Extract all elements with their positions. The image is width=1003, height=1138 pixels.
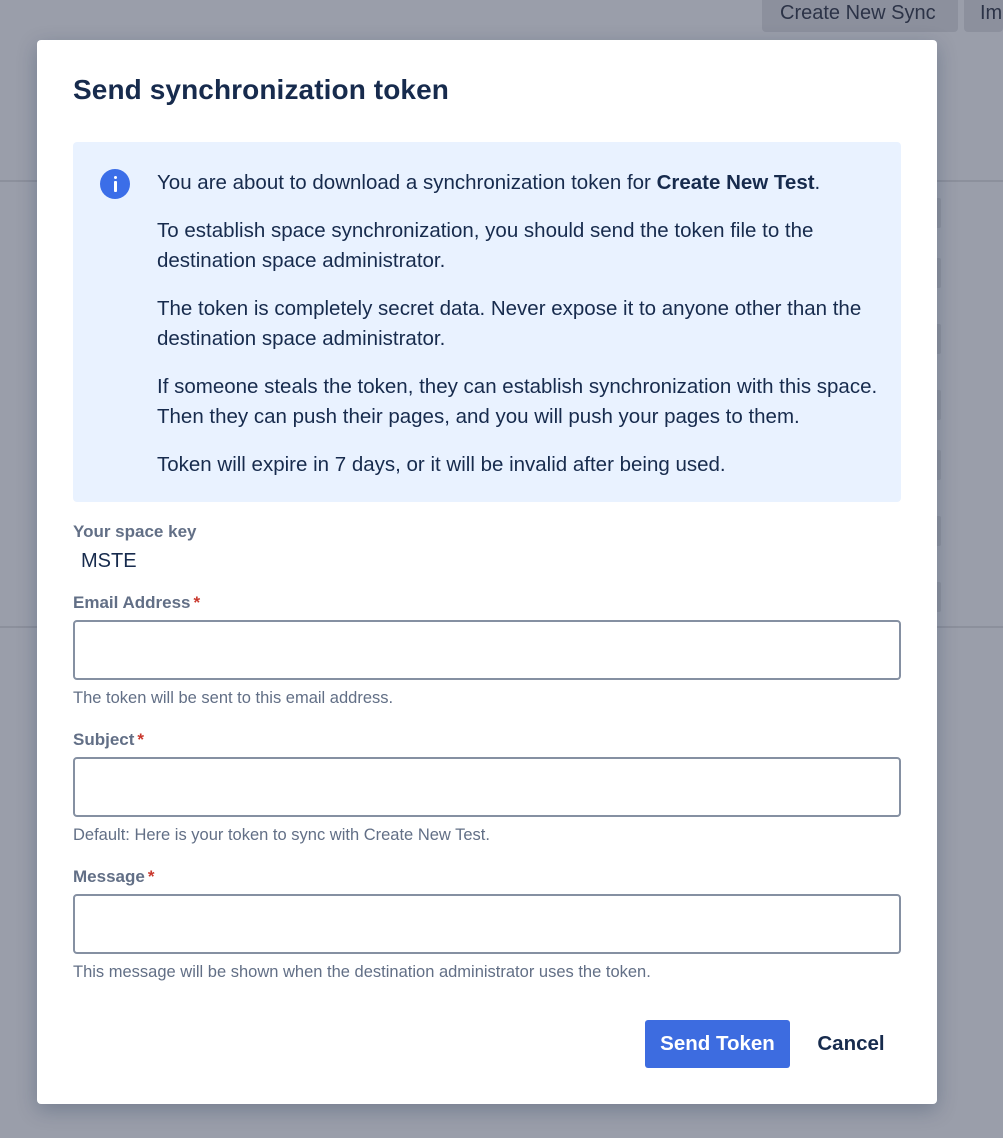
info-section-message xyxy=(73,142,901,502)
message-label xyxy=(73,867,154,887)
dialog-title: Send synchronization token xyxy=(73,74,449,105)
message-input[interactable] xyxy=(73,894,901,954)
email-label-text: Email Address xyxy=(73,593,191,612)
info-paragraph: Token will expire in 7 days, or it will be invalid after being used. xyxy=(157,453,726,476)
subject-input[interactable] xyxy=(73,757,901,817)
info-icon xyxy=(100,169,130,199)
required-indicator: * xyxy=(193,593,201,612)
space-name-strong: Create New Test xyxy=(656,171,815,194)
cancel-button[interactable]: Cancel xyxy=(803,1020,899,1068)
email-input[interactable] xyxy=(73,620,901,680)
info-intro-suffix: . xyxy=(814,171,821,194)
info-message-body xyxy=(157,168,887,480)
subject-label xyxy=(73,730,144,750)
info-paragraph: The token is completely secret data. Never expose it to anyone other than the destination space administrator. xyxy=(157,297,862,350)
info-paragraph-intro xyxy=(157,168,887,198)
subject-label-text: Subject xyxy=(73,730,135,749)
message-label-text: Message xyxy=(73,867,145,886)
space-key-label: Your space key xyxy=(73,522,197,541)
email-helper-text: The token will be sent to this email address. xyxy=(73,689,394,707)
info-paragraph: If someone steals the token, they can establish synchronization with this space. Then they can push their pages, and you will push your pages to them. xyxy=(157,375,878,428)
space-key-value: MSTE xyxy=(81,550,137,572)
required-indicator: * xyxy=(137,730,145,749)
info-intro-text: You are about to download a synchronization token for xyxy=(157,171,657,194)
message-helper-text: This message will be shown when the destination administrator uses the token. xyxy=(73,963,651,981)
info-paragraph: To establish space synchronization, you should send the token file to the destination space administrator. xyxy=(157,219,814,272)
subject-helper-text: Default: Here is your token to sync with Create New Test. xyxy=(73,826,490,844)
send-token-button[interactable]: Send Token xyxy=(645,1020,790,1068)
email-label xyxy=(73,593,200,613)
send-token-dialog xyxy=(37,40,937,1104)
background-create-new-sync-button: Create New Sync xyxy=(762,0,958,32)
background-import-button: Im xyxy=(964,0,1003,32)
required-indicator: * xyxy=(147,867,155,886)
